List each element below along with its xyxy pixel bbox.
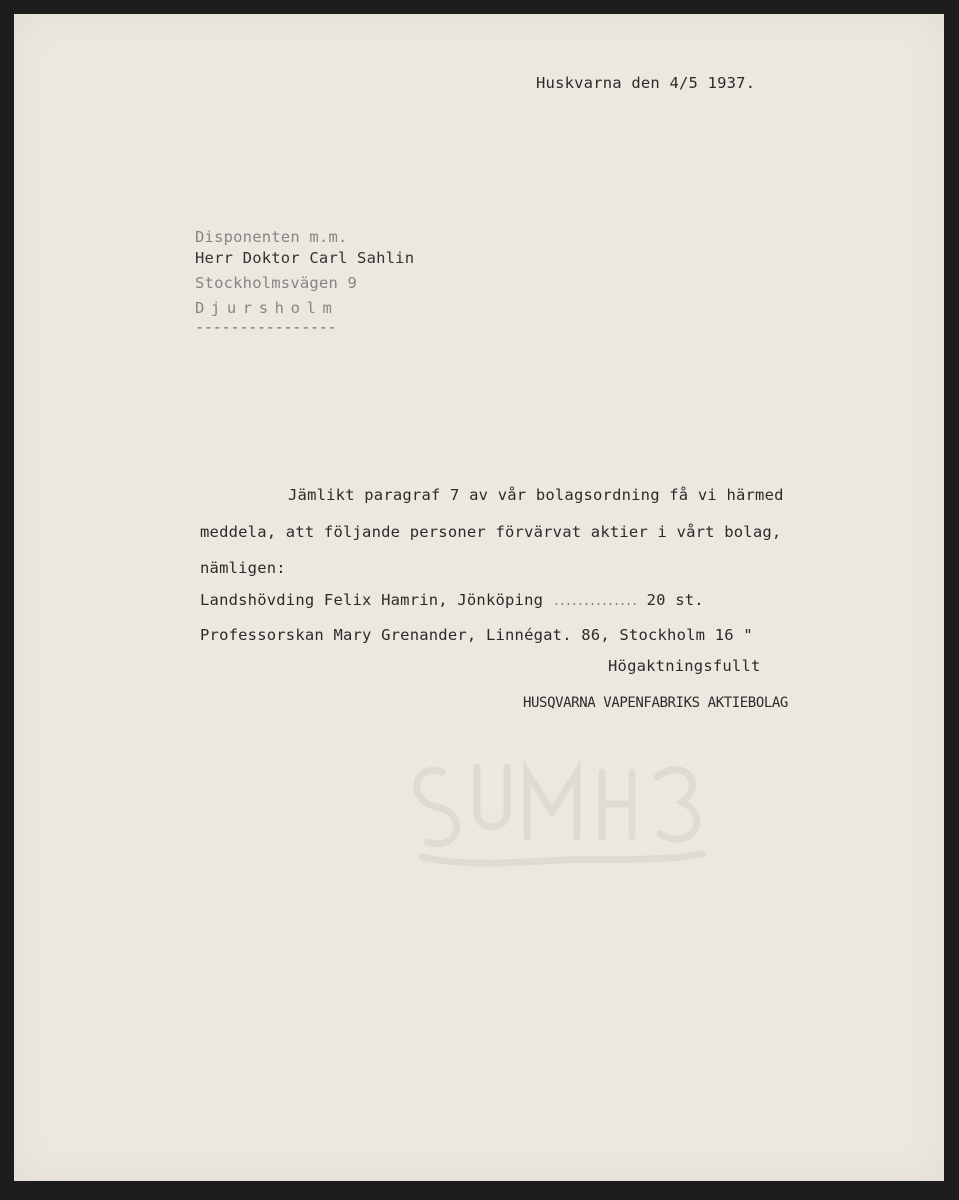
share-entry-2: [200, 626, 753, 644]
recipient-name: Herr Doktor Carl Sahlin: [195, 249, 415, 267]
body-line-1: Jämlikt paragraf 7 av vår bolagsordning få vi härmed: [288, 486, 784, 504]
closing-salutation: Högaktningsfullt: [608, 657, 761, 675]
recipient-underline: ----------------: [195, 318, 337, 336]
share-entry-1-name: Landshövding Felix Hamrin, Jönköping: [200, 591, 544, 609]
share-entry-1-qty: 20 st.: [646, 591, 704, 609]
date-line: Huskvarna den 4/5 1937.: [536, 74, 756, 92]
recipient-city: Djursholm: [195, 299, 339, 317]
share-entry-1: [200, 591, 704, 609]
body-line-3: nämligen:: [200, 559, 286, 577]
recipient-title: Disponenten m.m.: [195, 228, 348, 246]
recipient-street: Stockholmsvägen 9: [195, 274, 358, 292]
watermark-emblem-icon: [402, 732, 722, 877]
share-entry-1-dots: ..............: [552, 594, 638, 608]
company-signature: HUSQVARNA VAPENFABRIKS AKTIEBOLAG: [523, 695, 788, 711]
letter-page: [14, 14, 944, 1181]
body-line-2: meddela, att följande personer förvärvat aktier i vårt bolag,: [200, 523, 782, 541]
share-entry-2-name: Professorskan Mary Grenander, Linnégat. 86, Stockholm 16: [200, 626, 734, 644]
share-entry-2-qty: ": [743, 626, 753, 644]
